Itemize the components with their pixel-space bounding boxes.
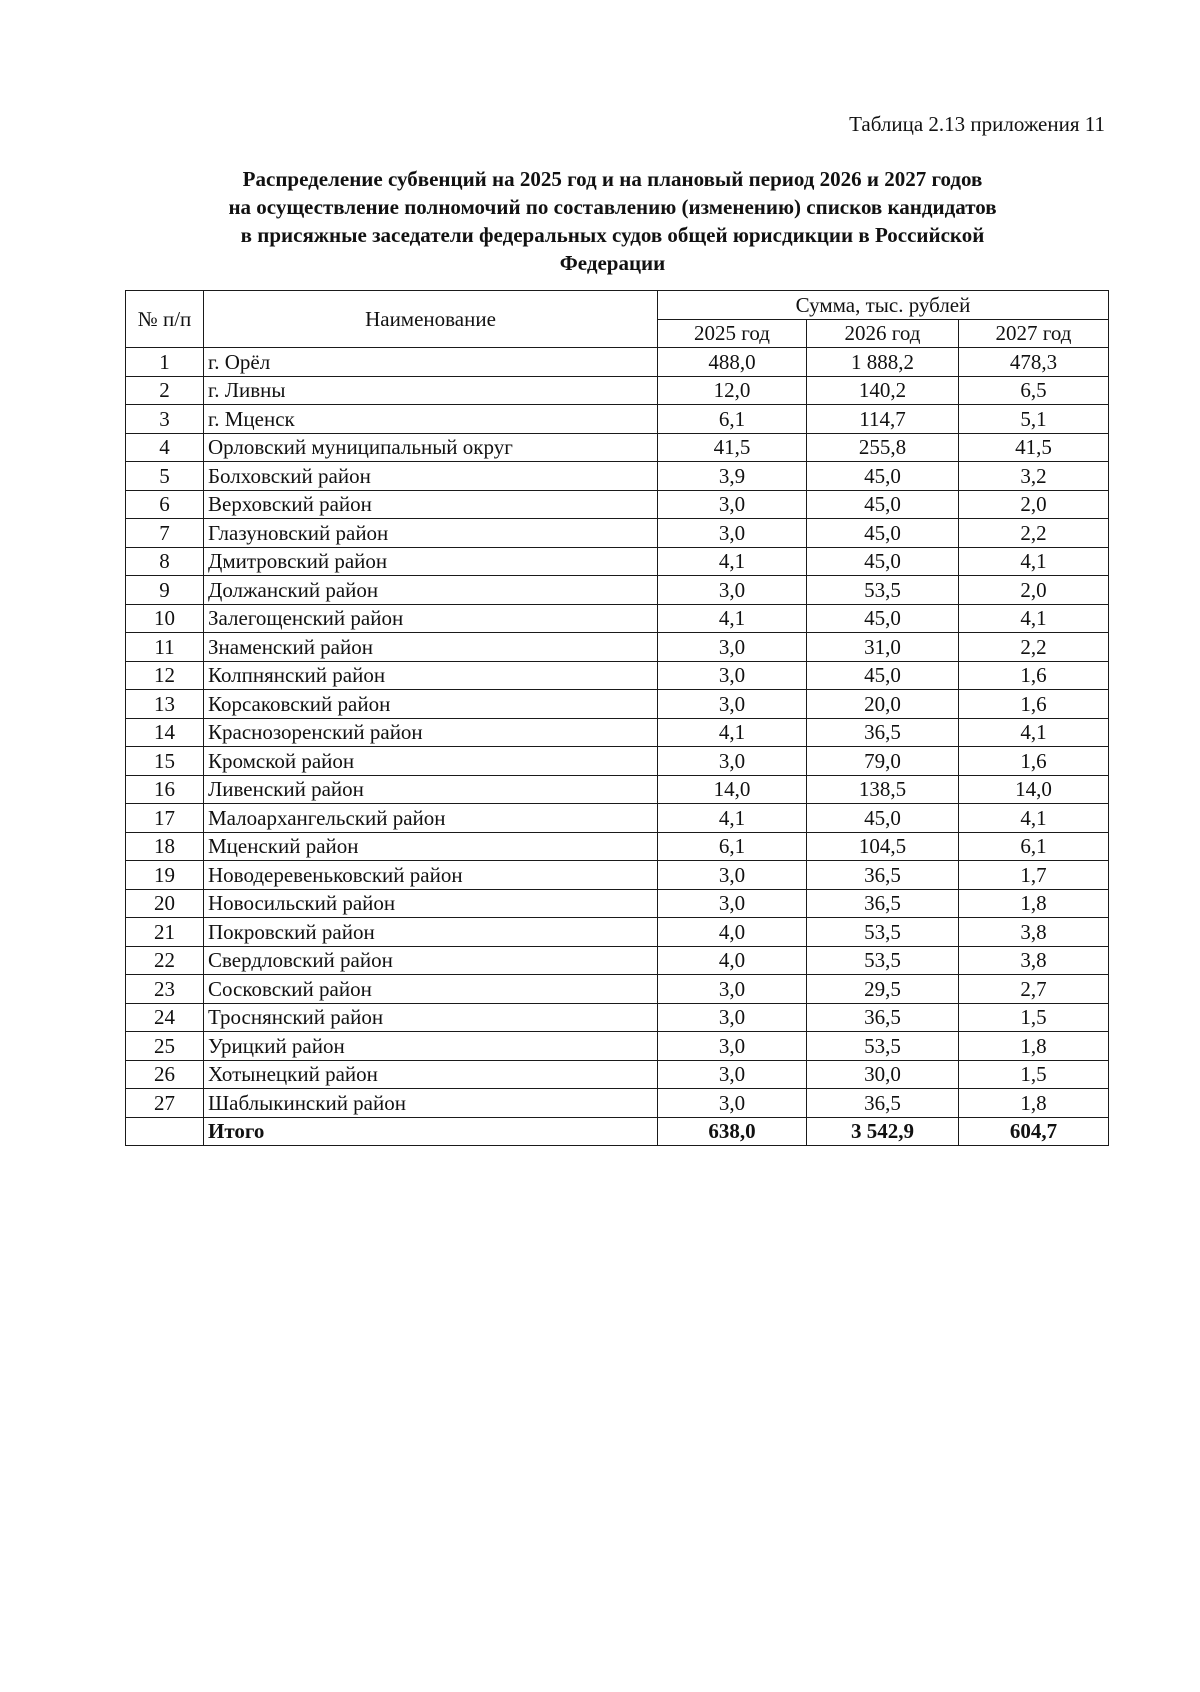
cell-num: 4 (126, 433, 204, 462)
title-line: Федерации (559, 251, 666, 275)
cell-name: Залегощенский район (204, 604, 658, 633)
cell-name: Ливенский район (204, 775, 658, 804)
cell-num: 12 (126, 661, 204, 690)
cell-2027: 3,8 (959, 918, 1109, 947)
cell-num: 26 (126, 1060, 204, 1089)
table-row (126, 376, 1109, 405)
cell-num: 19 (126, 861, 204, 890)
cell-2027: 4,1 (959, 604, 1109, 633)
cell-2025: 3,0 (658, 633, 807, 662)
cell-2027: 2,2 (959, 633, 1109, 662)
cell-2027: 2,0 (959, 490, 1109, 519)
cell-num: 24 (126, 1003, 204, 1032)
cell-2027: 1,6 (959, 690, 1109, 719)
cell-2027: 2,2 (959, 519, 1109, 548)
cell-2026: 20,0 (807, 690, 959, 719)
cell-2027: 4,1 (959, 718, 1109, 747)
table-row (126, 1032, 1109, 1061)
table-row (126, 804, 1109, 833)
cell-total-2026: 3 542,9 (807, 1117, 959, 1146)
cell-total-empty (126, 1117, 204, 1146)
cell-2027: 14,0 (959, 775, 1109, 804)
cell-2025: 4,0 (658, 946, 807, 975)
cell-num: 22 (126, 946, 204, 975)
cell-name: Свердловский район (204, 946, 658, 975)
cell-num: 11 (126, 633, 204, 662)
document-title (150, 165, 1075, 277)
cell-name: Новодеревеньковский район (204, 861, 658, 890)
cell-num: 13 (126, 690, 204, 719)
cell-2027: 1,7 (959, 861, 1109, 890)
cell-name: Хотынецкий район (204, 1060, 658, 1089)
cell-2025: 6,1 (658, 832, 807, 861)
cell-name: Урицкий район (204, 1032, 658, 1061)
table-row (126, 462, 1109, 491)
cell-2026: 45,0 (807, 547, 959, 576)
cell-2026: 138,5 (807, 775, 959, 804)
cell-2026: 53,5 (807, 576, 959, 605)
table-caption: Таблица 2.13 приложения 11 (849, 112, 1105, 136)
cell-2027: 3,8 (959, 946, 1109, 975)
cell-2025: 4,1 (658, 718, 807, 747)
table-row (126, 633, 1109, 662)
cell-2025: 4,0 (658, 918, 807, 947)
cell-2027: 1,5 (959, 1003, 1109, 1032)
cell-2027: 1,8 (959, 1089, 1109, 1118)
cell-2027: 1,6 (959, 661, 1109, 690)
cell-total-label: Итого (204, 1117, 658, 1146)
table-row (126, 718, 1109, 747)
cell-2026: 53,5 (807, 1032, 959, 1061)
cell-name: Знаменский район (204, 633, 658, 662)
cell-2025: 14,0 (658, 775, 807, 804)
cell-2026: 1 888,2 (807, 348, 959, 377)
cell-name: Покровский район (204, 918, 658, 947)
table-row (126, 832, 1109, 861)
cell-2025: 3,0 (658, 690, 807, 719)
header-name: Наименование (204, 291, 658, 348)
cell-2025: 3,0 (658, 975, 807, 1004)
cell-num: 27 (126, 1089, 204, 1118)
cell-2025: 6,1 (658, 405, 807, 434)
table-row (126, 1089, 1109, 1118)
table-body (126, 348, 1109, 1146)
cell-num: 7 (126, 519, 204, 548)
total-row (126, 1117, 1109, 1146)
cell-2026: 36,5 (807, 861, 959, 890)
cell-2026: 140,2 (807, 376, 959, 405)
cell-2026: 104,5 (807, 832, 959, 861)
cell-2025: 4,1 (658, 547, 807, 576)
cell-num: 10 (126, 604, 204, 633)
cell-2027: 4,1 (959, 547, 1109, 576)
cell-num: 20 (126, 889, 204, 918)
cell-2026: 45,0 (807, 604, 959, 633)
cell-2026: 114,7 (807, 405, 959, 434)
cell-name: Должанский район (204, 576, 658, 605)
cell-2026: 30,0 (807, 1060, 959, 1089)
table-row (126, 490, 1109, 519)
cell-num: 21 (126, 918, 204, 947)
cell-num: 6 (126, 490, 204, 519)
cell-2027: 1,8 (959, 1032, 1109, 1061)
cell-num: 16 (126, 775, 204, 804)
cell-2026: 36,5 (807, 1089, 959, 1118)
cell-2026: 29,5 (807, 975, 959, 1004)
cell-name: г. Орёл (204, 348, 658, 377)
title-line: в присяжные заседатели федеральных судов общей юрисдикции в Российской (240, 223, 985, 247)
title-line: Распределение субвенций на 2025 год и на плановый период 2026 и 2027 годов (242, 167, 983, 191)
cell-name: Колпнянский район (204, 661, 658, 690)
header-year-2025: 2025 год (658, 319, 807, 348)
table-row (126, 661, 1109, 690)
cell-name: Глазуновский район (204, 519, 658, 548)
cell-2025: 3,0 (658, 576, 807, 605)
cell-2026: 53,5 (807, 946, 959, 975)
cell-2025: 4,1 (658, 804, 807, 833)
cell-2025: 12,0 (658, 376, 807, 405)
cell-2026: 36,5 (807, 1003, 959, 1032)
cell-name: Троснянский район (204, 1003, 658, 1032)
cell-num: 15 (126, 747, 204, 776)
cell-name: Мценский район (204, 832, 658, 861)
table-row (126, 918, 1109, 947)
header-year-2026: 2026 год (807, 319, 959, 348)
cell-2027: 2,0 (959, 576, 1109, 605)
table-row (126, 1003, 1109, 1032)
table-row (126, 433, 1109, 462)
cell-num: 17 (126, 804, 204, 833)
cell-num: 18 (126, 832, 204, 861)
cell-2025: 3,9 (658, 462, 807, 491)
cell-2027: 478,3 (959, 348, 1109, 377)
cell-2026: 255,8 (807, 433, 959, 462)
header-year-2027: 2027 год (959, 319, 1109, 348)
table-row (126, 747, 1109, 776)
table-row (126, 405, 1109, 434)
cell-2026: 45,0 (807, 804, 959, 833)
cell-2026: 31,0 (807, 633, 959, 662)
cell-num: 9 (126, 576, 204, 605)
cell-num: 3 (126, 405, 204, 434)
cell-name: Орловский муниципальный округ (204, 433, 658, 462)
table-row (126, 889, 1109, 918)
cell-name: Дмитровский район (204, 547, 658, 576)
cell-2025: 3,0 (658, 519, 807, 548)
cell-2027: 5,1 (959, 405, 1109, 434)
cell-name: Болховский район (204, 462, 658, 491)
cell-2025: 41,5 (658, 433, 807, 462)
cell-2025: 3,0 (658, 1032, 807, 1061)
cell-name: Новосильский район (204, 889, 658, 918)
cell-name: Верховский район (204, 490, 658, 519)
cell-num: 2 (126, 376, 204, 405)
cell-num: 25 (126, 1032, 204, 1061)
cell-name: Малоархангельский район (204, 804, 658, 833)
cell-2026: 36,5 (807, 889, 959, 918)
table-row (126, 975, 1109, 1004)
cell-2025: 3,0 (658, 490, 807, 519)
cell-2027: 3,2 (959, 462, 1109, 491)
cell-2025: 3,0 (658, 1089, 807, 1118)
cell-2025: 3,0 (658, 889, 807, 918)
table-row (126, 604, 1109, 633)
cell-name: Кромской район (204, 747, 658, 776)
cell-2025: 3,0 (658, 1060, 807, 1089)
table-row (126, 576, 1109, 605)
cell-num: 5 (126, 462, 204, 491)
cell-name: Краснозоренский район (204, 718, 658, 747)
table-row (126, 547, 1109, 576)
cell-2027: 2,7 (959, 975, 1109, 1004)
cell-2025: 3,0 (658, 1003, 807, 1032)
cell-total-2025: 638,0 (658, 1117, 807, 1146)
table-row (126, 690, 1109, 719)
cell-2027: 4,1 (959, 804, 1109, 833)
subvention-table (125, 290, 1109, 1146)
cell-2027: 41,5 (959, 433, 1109, 462)
cell-2026: 45,0 (807, 661, 959, 690)
cell-2026: 79,0 (807, 747, 959, 776)
cell-num: 14 (126, 718, 204, 747)
title-line: на осуществление полномочий по составлению (изменению) списков кандидатов (228, 195, 997, 219)
cell-2025: 3,0 (658, 661, 807, 690)
cell-total-2027: 604,7 (959, 1117, 1109, 1146)
table-row (126, 519, 1109, 548)
cell-2026: 45,0 (807, 490, 959, 519)
cell-2025: 488,0 (658, 348, 807, 377)
cell-2027: 6,5 (959, 376, 1109, 405)
table-row (126, 861, 1109, 890)
cell-2027: 1,5 (959, 1060, 1109, 1089)
cell-name: Корсаковский район (204, 690, 658, 719)
cell-num: 1 (126, 348, 204, 377)
cell-2027: 1,6 (959, 747, 1109, 776)
table-row (126, 1060, 1109, 1089)
cell-name: г. Ливны (204, 376, 658, 405)
cell-num: 8 (126, 547, 204, 576)
cell-2026: 45,0 (807, 519, 959, 548)
cell-name: Сосковский район (204, 975, 658, 1004)
table-row (126, 775, 1109, 804)
header-sum: Сумма, тыс. рублей (658, 291, 1109, 320)
cell-2027: 1,8 (959, 889, 1109, 918)
cell-2026: 36,5 (807, 718, 959, 747)
cell-name: г. Мценск (204, 405, 658, 434)
cell-2025: 3,0 (658, 747, 807, 776)
header-num: № п/п (126, 291, 204, 348)
cell-2026: 45,0 (807, 462, 959, 491)
table-row (126, 946, 1109, 975)
table-row (126, 348, 1109, 377)
cell-2027: 6,1 (959, 832, 1109, 861)
cell-num: 23 (126, 975, 204, 1004)
cell-2025: 4,1 (658, 604, 807, 633)
cell-2026: 53,5 (807, 918, 959, 947)
cell-name: Шаблыкинский район (204, 1089, 658, 1118)
cell-2025: 3,0 (658, 861, 807, 890)
